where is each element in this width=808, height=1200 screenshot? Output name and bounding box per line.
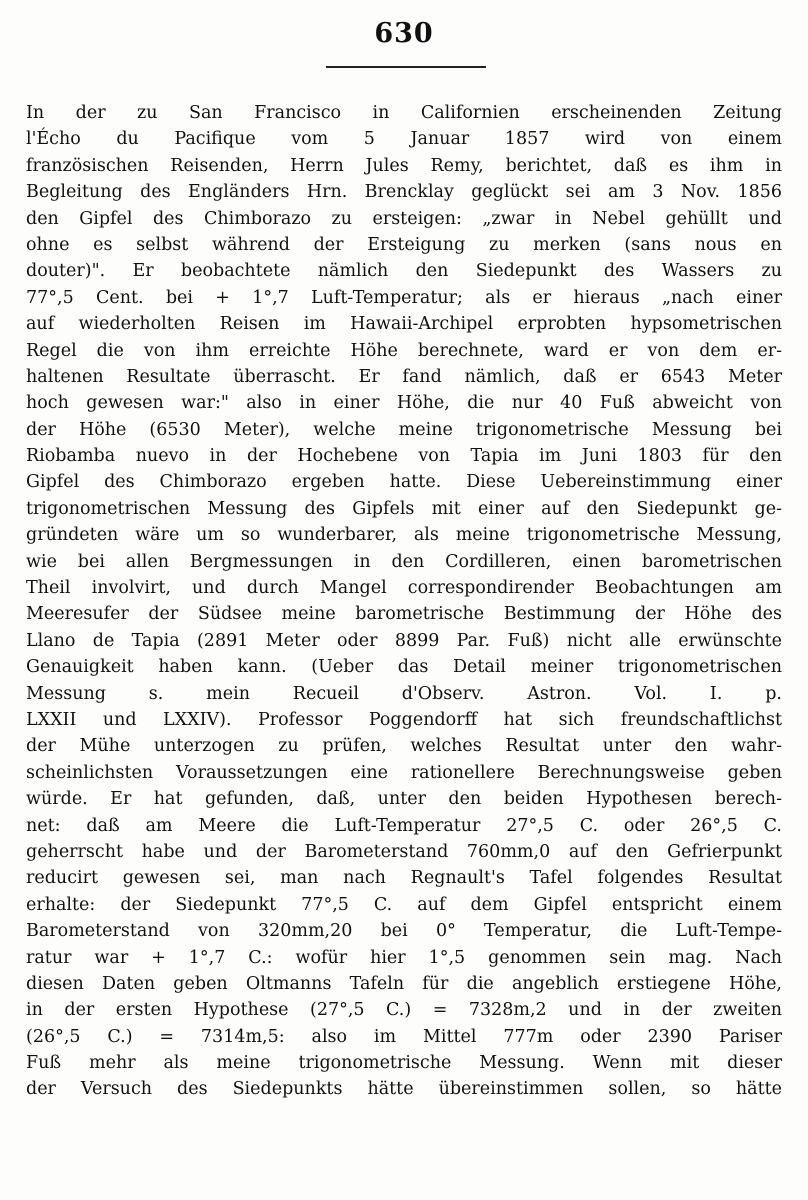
page-number: 630 — [374, 18, 434, 49]
text-line: ratur war + 1°,7 C.: wofür hier 1°,5 genommen sein mag. Nach — [26, 947, 782, 968]
text-line: Messung s. mein Recueil d'Observ. Astron. Vol. I. p. — [26, 683, 782, 704]
text-line: Llano de Tapia (2891 Meter oder 8899 Par. Fuß) nicht alle erwünschte — [26, 630, 782, 651]
text-line: Gipfel des Chimborazo ergeben hatte. Diese Uebereinstimmung einer — [26, 472, 782, 493]
text-line: wie bei allen Bergmessungen in den Cordilleren, einen barometrischen — [26, 551, 782, 572]
text-line: Begleitung des Engländers Hrn. Brencklay geglückt sei am 3 Nov. 1856 — [26, 182, 782, 203]
text-line: Theil involvirt, und durch Mangel correspondirender Beobachtungen am — [26, 578, 782, 599]
text-line: ohne es selbst während der Ersteigung zu merken (sans nous en — [26, 234, 782, 255]
text-line: der Versuch des Siedepunkts hätte übereinstimmen sollen, so hätte — [26, 1079, 782, 1100]
text-line: französischen Reisenden, Herrn Jules Remy, berichtet, daß es ihm in — [26, 155, 782, 176]
text-line: (26°,5 C.) = 7314m,5: also im Mittel 777m oder 2390 Pariser — [26, 1026, 782, 1047]
text-line: Meeresufer der Südsee meine barometrische Bestimmung der Höhe des — [26, 604, 782, 625]
text-line: in der ersten Hypothese (27°,5 C.) = 7328m,2 und in der zweiten — [26, 1000, 782, 1021]
text-line: LXXII und LXXIV). Professor Poggendorff hat sich freundschaftlichst — [26, 709, 782, 730]
text-line: net: daß am Meere die Luft-Temperatur 27°,5 C. oder 26°,5 C. — [26, 815, 782, 836]
header-rule — [326, 66, 486, 68]
text-line: diesen Daten geben Oltmanns Tafeln für die angeblich erstiegene Höhe, — [26, 973, 782, 994]
text-line: douter)". Er beobachtete nämlich den Siedepunkt des Wassers zu — [26, 261, 782, 282]
text-line: trigonometrischen Messung des Gipfels mit einer auf den Siedepunkt ge- — [26, 498, 782, 519]
text-line: In der zu San Francisco in Californien erscheinenden Zeitung — [26, 103, 782, 123]
text-line: Genauigkeit haben kann. (Ueber das Detail meiner trigonometrischen — [26, 657, 782, 678]
text-line: reducirt gewesen sei, man nach Regnault's Tafel folgendes Resultat — [26, 868, 782, 889]
text-line: der Mühe unterzogen zu prüfen, welches Resultat unter den wahr- — [26, 736, 782, 757]
text-line: Barometerstand von 320mm,20 bei 0° Temperatur, die Luft-Tempe- — [26, 921, 782, 942]
text-line: den Gipfel des Chimborazo zu ersteigen: „zwar in Nebel gehüllt und — [26, 208, 782, 229]
text-line: scheinlichsten Voraussetzungen eine rationellere Berechnungsweise geben — [26, 762, 782, 783]
text-line: l'Écho du Pacifique vom 5 Januar 1857 wird von einem — [26, 129, 782, 150]
text-line: Fuß mehr als meine trigonometrische Messung. Wenn mit dieser — [26, 1053, 782, 1074]
text-line: der Höhe (6530 Meter), welche meine trigonometrische Messung bei — [26, 419, 782, 440]
text-line: Regel die von ihm erreichte Höhe berechnete, ward er von dem er- — [26, 340, 782, 361]
text-line: erhalte: der Siedepunkt 77°,5 C. auf dem Gipfel entspricht einem — [26, 894, 782, 915]
text-line: 77°,5 Cent. bei + 1°,7 Luft-Temperatur; als er hieraus „nach einer — [26, 287, 782, 308]
text-line: auf wiederholten Reisen im Hawaii-Archipel erprobten hypsometrischen — [26, 314, 782, 335]
text-line: gründeten wäre um so wunderbarer, als meine trigonometrische Messung, — [26, 525, 782, 546]
body-text — [26, 100, 782, 1103]
text-line: würde. Er hat gefunden, daß, unter den beiden Hypothesen berech- — [26, 789, 782, 810]
text-line: Riobamba nuevo in der Hochebene von Tapia im Juni 1803 für den — [26, 446, 782, 467]
text-line: haltenen Resultate überrascht. Er fand nämlich, daß er 6543 Meter — [26, 366, 782, 387]
text-line: geherrscht habe und der Barometerstand 760mm,0 auf den Gefrierpunkt — [26, 841, 782, 862]
text-line: hoch gewesen war:" also in einer Höhe, die nur 40 Fuß abweicht von — [26, 393, 782, 414]
